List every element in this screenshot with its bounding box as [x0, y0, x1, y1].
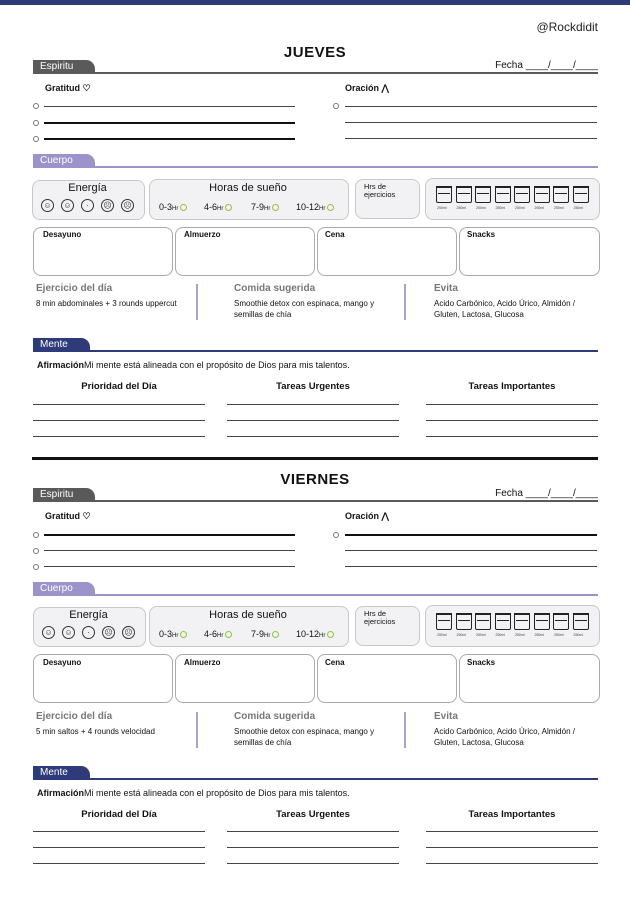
- gratitud-line-2[interactable]: [44, 550, 295, 551]
- gratitud-line-1[interactable]: [44, 534, 295, 536]
- water-glass-icon[interactable]: [573, 613, 589, 630]
- comida-heading: Comida sugerida: [234, 283, 316, 294]
- water-glass-icon[interactable]: [553, 186, 569, 203]
- section-espiritu-line: [33, 72, 598, 74]
- heart-hand-icon: ♡: [82, 83, 91, 93]
- section-mente-tab: Mente: [33, 766, 90, 779]
- day-title: VIERNES: [280, 471, 350, 488]
- oracion-line-1[interactable]: [345, 106, 597, 107]
- importantes-heading: Tareas Importantes: [468, 809, 556, 820]
- very-sad-face-icon[interactable]: ☹: [121, 199, 134, 212]
- water-glass-label: 250ml: [515, 206, 525, 210]
- urgentes-line[interactable]: [227, 404, 399, 405]
- afirmacion: AfirmaciónMi mente está alineada con el propósito de Dios para mis talentos.: [37, 360, 350, 370]
- importantes-line[interactable]: [426, 404, 598, 405]
- water-glass-label: 250ml: [456, 633, 467, 637]
- day-thursday: [0, 0, 630, 430]
- sleep-option-7-9[interactable]: 7-9Hr: [251, 629, 279, 639]
- urgentes-heading: Tareas Urgentes: [276, 809, 350, 820]
- water-glass-icon[interactable]: [495, 186, 511, 203]
- sleep-option-10-12[interactable]: 10-12Hr: [296, 629, 334, 639]
- bullet: [33, 548, 39, 554]
- water-glass-label: 250ml: [554, 633, 564, 637]
- afirmacion: AfirmaciónMi mente está alineada con el propósito de Dios para mis talentos.: [37, 788, 350, 798]
- urgentes-line[interactable]: [227, 863, 399, 864]
- prioridad-heading: Prioridad del Día: [81, 809, 157, 820]
- bullet: [33, 532, 39, 538]
- bullet: [333, 103, 339, 109]
- water-glass-icon[interactable]: [514, 613, 530, 630]
- prioridad-line[interactable]: [33, 863, 205, 864]
- oracion-label: Oración ⋀: [345, 83, 389, 93]
- divider: [404, 284, 406, 320]
- sleep-option-0-3[interactable]: 0-3Hr: [159, 202, 187, 212]
- ejercicio-text: 8 min abdominales + 3 rounds uppercut: [36, 299, 177, 308]
- water-glass-label: 250ml: [476, 206, 486, 210]
- oracion-line-1[interactable]: [345, 534, 597, 536]
- exercise-hours-label: Hrs de ejercicios: [364, 182, 396, 199]
- gratitud-line-2[interactable]: [44, 122, 295, 124]
- prioridad-line[interactable]: [33, 420, 205, 421]
- urgentes-line[interactable]: [227, 831, 399, 832]
- evita-text: Acido Carbónico, Acido Úrico, Almidón / Gluten, Lactosa, Glucosa: [434, 727, 575, 747]
- very-happy-face-icon[interactable]: ☺: [41, 199, 54, 212]
- sleep-option-0-3[interactable]: 0-3Hr: [159, 629, 187, 639]
- prioridad-line[interactable]: [33, 404, 205, 405]
- water-glass-label: 250ml: [573, 633, 584, 637]
- importantes-line[interactable]: [426, 847, 598, 848]
- desayuno-label: Desayuno: [43, 230, 82, 239]
- water-glass-icon[interactable]: [534, 613, 550, 630]
- importantes-line[interactable]: [426, 863, 598, 864]
- water-glass-label: 250ml: [554, 206, 564, 210]
- snacks-label: Snacks: [467, 658, 496, 667]
- ejercicio-heading: Ejercicio del día: [36, 283, 113, 294]
- water-glass-label: 250ml: [437, 206, 447, 210]
- sleep-option-7-9[interactable]: 7-9Hr: [251, 202, 279, 212]
- neutral-face-icon[interactable]: ·: [81, 199, 94, 212]
- water-glass-label: 250ml: [456, 206, 467, 210]
- gratitud-line-1[interactable]: [44, 106, 295, 107]
- water-glass-icon[interactable]: [495, 613, 511, 630]
- bullet: [33, 564, 39, 570]
- water-glass-icon[interactable]: [514, 186, 530, 203]
- water-glass-icon[interactable]: [456, 186, 472, 203]
- prioridad-line[interactable]: [33, 831, 205, 832]
- bullet: [33, 120, 39, 126]
- section-mente-tab: Mente: [33, 338, 90, 351]
- sad-face-icon[interactable]: ☹: [102, 626, 115, 639]
- prioridad-heading: Prioridad del Día: [81, 381, 157, 392]
- sad-face-icon[interactable]: ☹: [101, 199, 114, 212]
- water-glass-label: 250ml: [495, 206, 506, 210]
- date-field[interactable]: Fecha ____/____/____: [495, 60, 598, 71]
- author-handle: @Rockdidit: [536, 20, 598, 34]
- gratitud-line-3[interactable]: [44, 138, 295, 140]
- desayuno-label: Desayuno: [43, 658, 82, 667]
- cena-label: Cena: [325, 658, 345, 667]
- section-espiritu-line: [33, 500, 598, 502]
- very-sad-face-icon[interactable]: ☹: [122, 626, 135, 639]
- divider: [196, 712, 198, 748]
- snacks-label: Snacks: [467, 230, 496, 239]
- urgentes-heading: Tareas Urgentes: [276, 381, 350, 392]
- gratitud-label: Gratitud ♡: [45, 83, 91, 93]
- oracion-line-3[interactable]: [345, 566, 597, 567]
- oracion-line-3[interactable]: [345, 138, 597, 139]
- importantes-line[interactable]: [426, 831, 598, 832]
- radio-circle-icon: [272, 631, 279, 638]
- water-glass-icon[interactable]: [475, 186, 491, 203]
- energia-label: Energía: [69, 609, 108, 621]
- sleep-option-10-12[interactable]: 10-12Hr: [296, 202, 334, 212]
- radio-circle-icon: [327, 631, 334, 638]
- oracion-label: Oración ⋀: [345, 511, 389, 521]
- water-glass-icon[interactable]: [475, 613, 491, 630]
- water-glass-label: 250ml: [534, 206, 545, 210]
- radio-circle-icon: [272, 204, 279, 211]
- cena-label: Cena: [325, 230, 345, 239]
- radio-circle-icon: [180, 631, 187, 638]
- water-glass-label: 250ml: [534, 633, 545, 637]
- sleep-label: Horas de sueño: [209, 609, 287, 621]
- radio-circle-icon: [225, 204, 232, 211]
- comida-text: Smoothie detox con espinaca, mango y semillas de chía: [234, 727, 375, 747]
- water-glass-icon[interactable]: [436, 186, 452, 203]
- day-title: JUEVES: [283, 44, 347, 61]
- importantes-line[interactable]: [426, 420, 598, 421]
- gratitud-label: Gratitud ♡: [45, 511, 91, 521]
- section-mente-line: [33, 350, 598, 352]
- water-glass-label: 250ml: [573, 206, 584, 210]
- evita-heading: Evita: [434, 283, 458, 294]
- happy-face-icon[interactable]: ☺: [62, 626, 75, 639]
- section-cuerpo-line: [33, 594, 598, 596]
- praying-hands-icon: ⋀: [381, 511, 389, 521]
- exercise-hours-label: Hrs de ejercicios: [364, 609, 396, 626]
- praying-hands-icon: ⋀: [381, 83, 389, 93]
- comida-heading: Comida sugerida: [234, 711, 316, 722]
- date-field[interactable]: Fecha ____/____/____: [495, 488, 598, 499]
- sleep-option-4-6[interactable]: 4-6Hr: [204, 202, 232, 212]
- section-cuerpo-tab: Cuerpo: [33, 582, 95, 595]
- section-espiritu-tab: Espiritu: [33, 60, 95, 73]
- section-espiritu-tab: Espiritu: [33, 488, 95, 501]
- happy-face-icon[interactable]: ☺: [61, 199, 74, 212]
- water-glass-label: 250ml: [495, 633, 506, 637]
- water-glass-label: 250ml: [515, 633, 525, 637]
- evita-text: Acido Carbónico, Acido Úrico, Almidón / Gluten, Lactosa, Glucosa: [434, 299, 575, 319]
- section-cuerpo-line: [33, 166, 598, 168]
- urgentes-line[interactable]: [227, 847, 399, 848]
- bullet: [33, 103, 39, 109]
- evita-heading: Evita: [434, 711, 458, 722]
- heart-hand-icon: ♡: [82, 511, 91, 521]
- divider: [196, 284, 198, 320]
- water-glass-label: 250ml: [476, 633, 486, 637]
- radio-circle-icon: [180, 204, 187, 211]
- energia-label: Energía: [68, 182, 107, 194]
- water-glass-icon[interactable]: [436, 613, 452, 630]
- gratitud-line-3[interactable]: [44, 566, 295, 567]
- water-glass-icon[interactable]: [456, 613, 472, 630]
- sleep-label: Horas de sueño: [209, 182, 287, 194]
- oracion-line-2[interactable]: [345, 122, 597, 123]
- urgentes-line[interactable]: [227, 420, 399, 421]
- very-happy-face-icon[interactable]: ☺: [42, 626, 55, 639]
- section-cuerpo-tab: Cuerpo: [33, 154, 95, 167]
- day-friday: [0, 427, 630, 857]
- radio-circle-icon: [225, 631, 232, 638]
- prioridad-line[interactable]: [33, 847, 205, 848]
- water-glass-icon[interactable]: [553, 613, 569, 630]
- almuerzo-label: Almuerzo: [184, 658, 221, 667]
- sleep-option-4-6[interactable]: 4-6Hr: [204, 629, 232, 639]
- water-glass-label: 250ml: [437, 633, 447, 637]
- oracion-line-2[interactable]: [345, 550, 597, 551]
- comida-text: Smoothie detox con espinaca, mango y semillas de chía: [234, 299, 375, 319]
- radio-circle-icon: [327, 204, 334, 211]
- almuerzo-label: Almuerzo: [184, 230, 221, 239]
- bullet: [33, 136, 39, 142]
- neutral-face-icon[interactable]: ·: [82, 626, 95, 639]
- importantes-heading: Tareas Importantes: [468, 381, 556, 392]
- bullet: [333, 532, 339, 538]
- water-glass-icon[interactable]: [573, 186, 589, 203]
- ejercicio-heading: Ejercicio del día: [36, 711, 113, 722]
- section-mente-line: [33, 778, 598, 780]
- water-glass-icon[interactable]: [534, 186, 550, 203]
- ejercicio-text: 5 min saltos + 4 rounds velocidad: [36, 727, 155, 736]
- divider: [404, 712, 406, 748]
